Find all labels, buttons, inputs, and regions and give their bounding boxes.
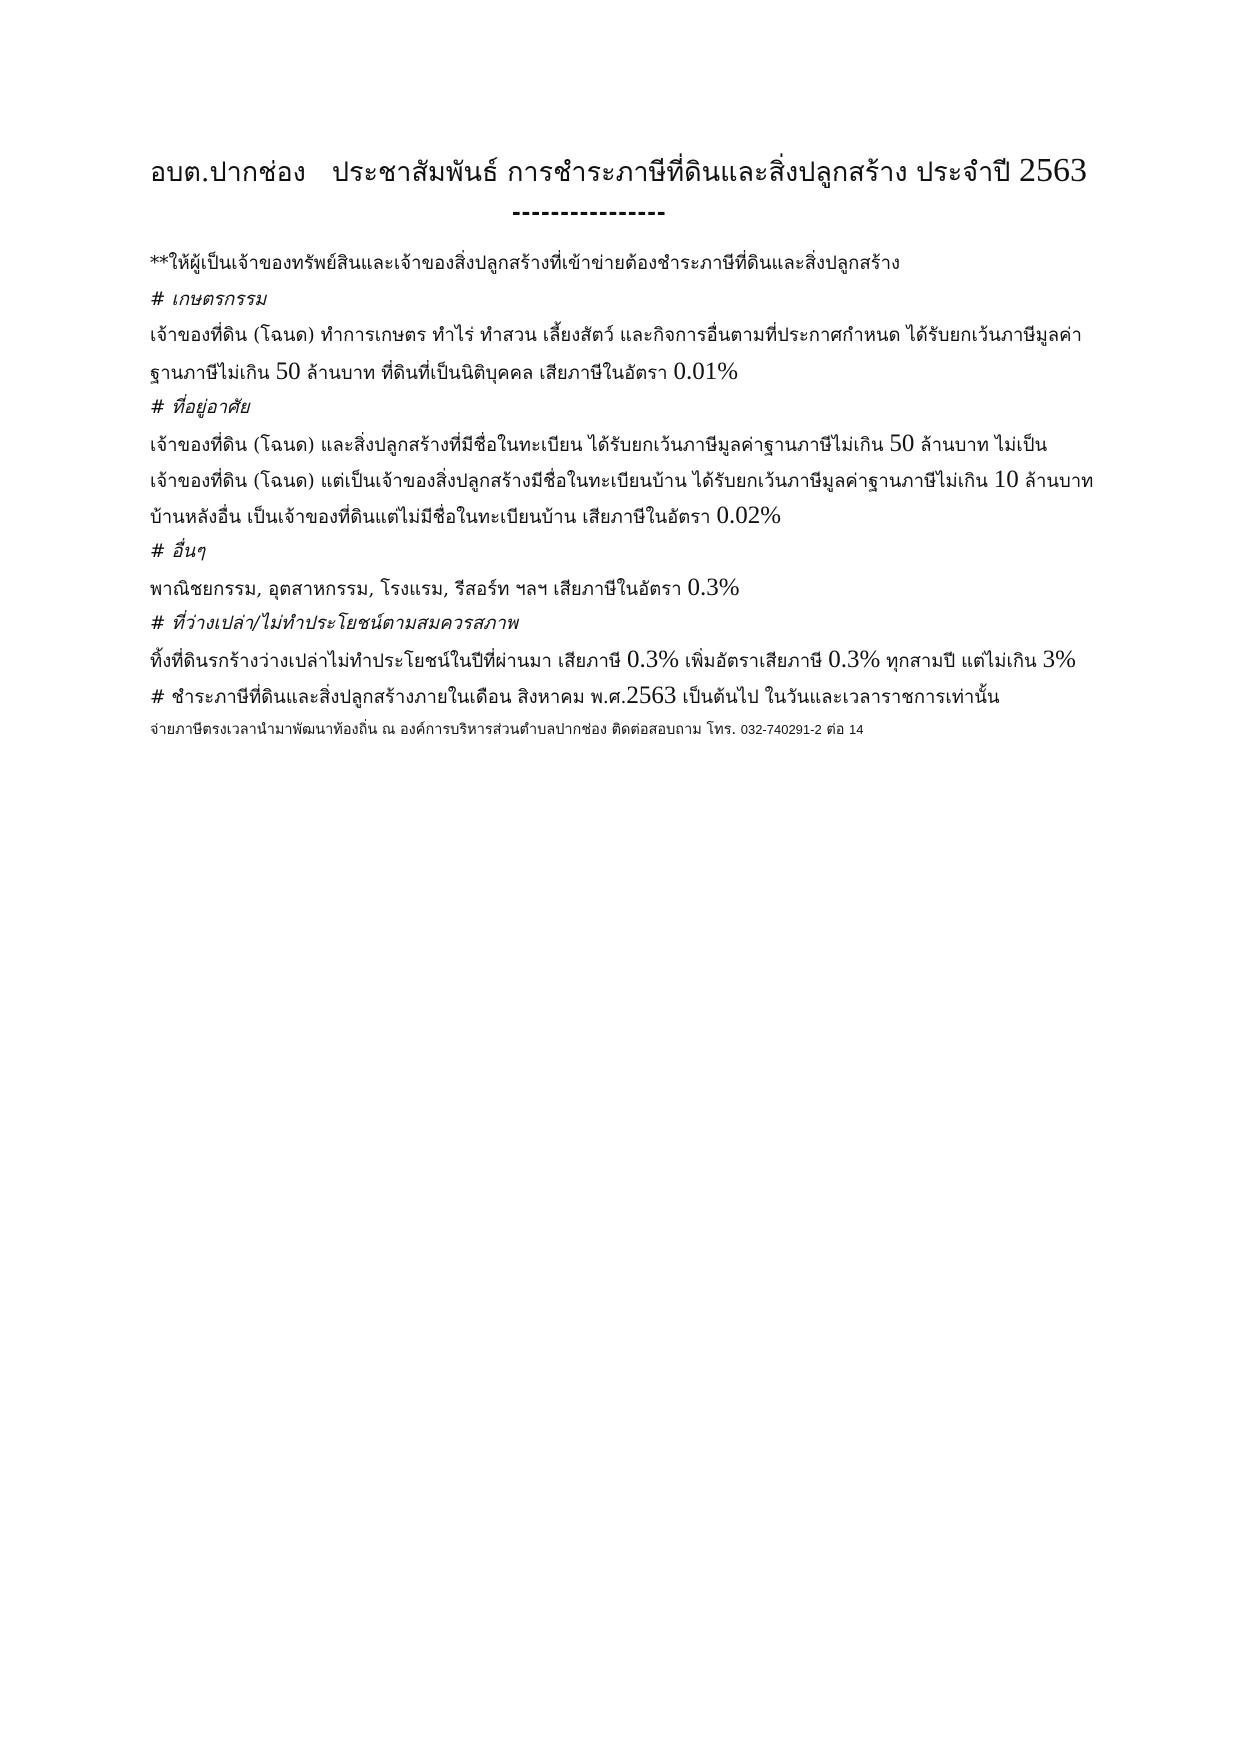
intro-text: **ให้ผู้เป็นเจ้าของทรัพย์สินและเจ้าของสิ่งปลูกสร้างที่เข้าข่ายต้องชำระภาษีที่ดินและสิ่งปลูกสร้าง (150, 253, 901, 274)
contact-extension: 14 (849, 722, 864, 737)
contact-phone: 032-740291-2 (740, 722, 822, 737)
payment-year: 2563 (626, 682, 677, 709)
residential-line-3: บ้านหลังอื่น เป็นเจ้าของที่ดินแต่ไม่มีชื่อในทะเบียนบ้าน เสียภาษีในอัตรา 0.02% (150, 502, 782, 529)
other-heading: # อื่นๆ (150, 541, 206, 562)
title-text: ประชาสัมพันธ์ การชำระภาษีที่ดินและสิ่งปลูกสร้าง ประจำปี (331, 157, 1011, 188)
residential-line-1: เจ้าของที่ดิน (โฉนด) และสิ่งปลูกสร้างที่มีชื่อในทะเบียน ได้รับยกเว้นภาษีมูลค่าฐานภาษีไม่เกิน 50 ล้านบาท ไม่เป็น (150, 430, 1048, 457)
agriculture-threshold: 50 (275, 358, 301, 385)
payment-line: # ชำระภาษีที่ดินและสิ่งปลูกสร้างภายในเดือน สิงหาคม พ.ศ.2563 เป็นต้นไป ในวันและเวลาราชการเท่านั้น (150, 682, 1000, 709)
vacant-line-1: ทิ้งที่ดินรกร้างว่างเปล่าไม่ทำประโยชน์ในปีที่ผ่านมา เสียภาษี 0.3% เพิ่มอัตราเสียภาษี 0.3% ทุกสามปี แต่ไม่เกิน 3% (150, 646, 1076, 673)
contact-note: จ่ายภาษีตรงเวลานำมาพัฒนาท้องถิ่น ณ องค์การบริหารส่วนตำบลปากช่อง ติดต่อสอบถาม โทร. 032-740291-2 ต่อ 14 (150, 722, 864, 738)
residential-heading: # ที่อยู่อาศัย (150, 397, 250, 418)
document-title (150, 150, 1110, 194)
residential-threshold-1: 50 (889, 430, 915, 457)
agriculture-heading: # เกษตรกรรม (150, 289, 267, 310)
vacant-max-rate: 3% (1042, 646, 1076, 673)
title-divider: ---------------- (512, 196, 667, 226)
other-rate: 0.3% (687, 574, 740, 601)
other-line-1: พาณิชยกรรม, อุตสาหกรรม, โรงแรม, รีสอร์ท ฯลฯ เสียภาษีในอัตรา 0.3% (150, 574, 740, 601)
residential-threshold-2: 10 (993, 466, 1019, 493)
document-body (150, 246, 1110, 746)
residential-rate: 0.02% (716, 502, 782, 529)
vacant-heading: # ที่ว่างเปล่า/ไม่ทำประโยชน์ตามสมควรสภาพ (150, 613, 518, 634)
agriculture-rate: 0.01% (673, 358, 739, 385)
residential-line-2: เจ้าของที่ดิน (โฉนด) แต่เป็นเจ้าของสิ่งปลูกสร้างมีชื่อในทะเบียนบ้าน ได้รับยกเว้นภาษีมูลค่าฐานภาษีไม่เกิน 10 ล้านบาท (150, 466, 1094, 493)
agriculture-line-1: เจ้าของที่ดิน (โฉนด) ทำการเกษตร ทำไร่ ทำสวน เลี้ยงสัตว์ และกิจการอื่นตามที่ประกาศกำหนด ได้รับยกเว้นภาษีมูลค่า (150, 325, 1082, 346)
agriculture-line-2: ฐานภาษีไม่เกิน 50 ล้านบาท ที่ดินที่เป็นนิติบุคคล เสียภาษีในอัตรา 0.01% (150, 358, 739, 385)
vacant-rate: 0.3% (626, 646, 680, 673)
title-org: อบต.ปากช่อง (150, 157, 306, 188)
vacant-increase-rate: 0.3% (828, 646, 881, 673)
title-year: 2563 (1019, 152, 1088, 189)
